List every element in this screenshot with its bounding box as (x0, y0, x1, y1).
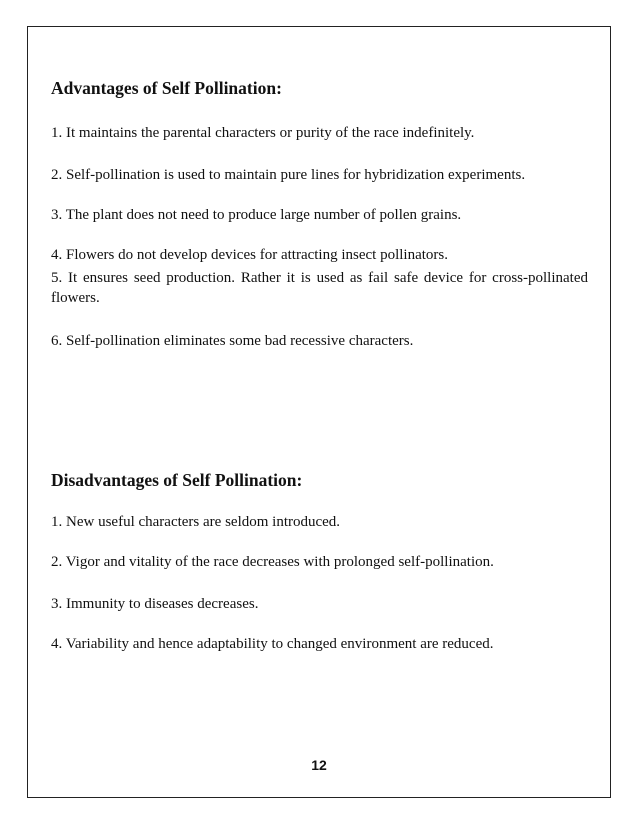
advantage-item-4: 4. Flowers do not develop devices for attracting insect pollinators. (51, 247, 448, 263)
advantage-item-6: 6. Self-pollination eliminates some bad recessive characters. (51, 333, 414, 349)
advantage-item-2: 2. Self-pollination is used to maintain pure lines for hybridization experiments. (51, 167, 526, 183)
advantage-item-3: 3. The plant does not need to produce large number of pollen grains. (51, 207, 462, 223)
advantage-item-1: 1. It maintains the parental characters or purity of the race indefinitely. (51, 125, 475, 141)
disadvantage-item-3: 3. Immunity to diseases decreases. (51, 596, 259, 612)
disadvantages-heading: Disadvantages of Self Pollination: (51, 470, 303, 490)
advantages-heading: Advantages of Self Pollination: (51, 78, 282, 98)
advantage-item-5: 5. It ensures seed production. Rather it is used as fail safe device for cross-pollinated flowers. (51, 270, 588, 306)
disadvantage-item-2: 2. Vigor and vitality of the race decreases with prolonged self-pollination. (51, 554, 494, 570)
disadvantage-item-1: 1. New useful characters are seldom introduced. (51, 514, 341, 530)
page-number: 12 (311, 757, 327, 773)
disadvantage-item-4: 4. Variability and hence adaptability to changed environment are reduced. (51, 636, 494, 652)
